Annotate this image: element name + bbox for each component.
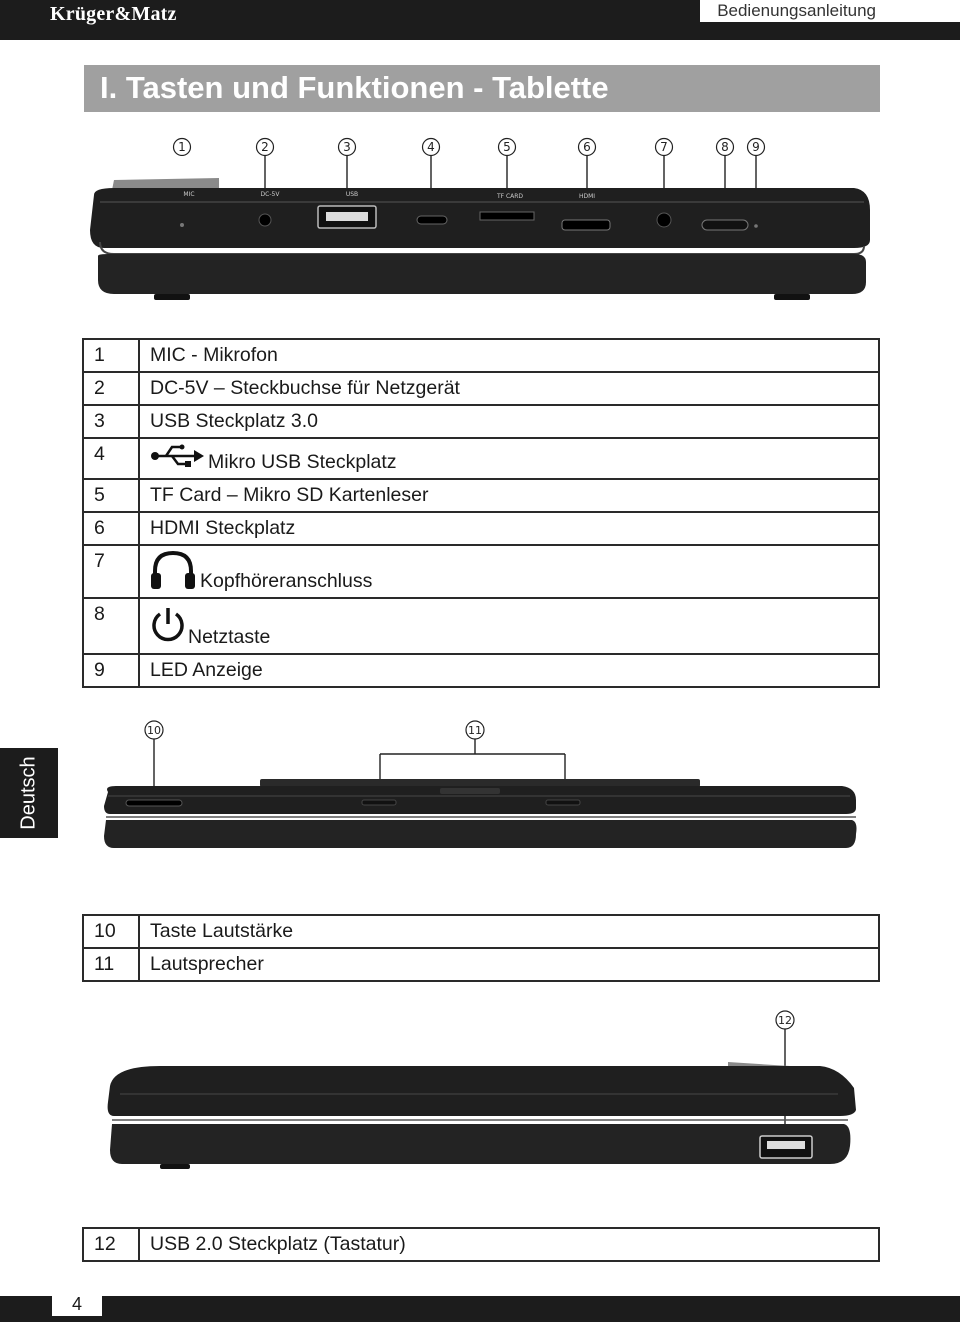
svg-text:7: 7 xyxy=(660,140,668,154)
row-description: Lautsprecher xyxy=(139,948,879,981)
row-description: USB 2.0 Steckplatz (Tastatur) xyxy=(139,1228,879,1261)
keyboard-side-figure xyxy=(100,1006,862,1176)
svg-text:6: 6 xyxy=(583,140,591,154)
row-number: 8 xyxy=(83,598,139,654)
row-description: Mikro USB Steckplatz xyxy=(208,451,397,473)
svg-text:12: 12 xyxy=(778,1014,792,1027)
table-row xyxy=(83,598,879,654)
svg-text:TF CARD: TF CARD xyxy=(496,193,524,200)
table-row xyxy=(83,512,879,545)
keyboard-table xyxy=(82,1227,880,1262)
svg-text:DC-5V: DC-5V xyxy=(260,191,280,198)
ports-table xyxy=(82,338,880,688)
language-tab xyxy=(0,748,58,838)
svg-text:2: 2 xyxy=(261,140,269,154)
row-number: 12 xyxy=(83,1228,139,1261)
tablet-body xyxy=(90,178,870,300)
table-row xyxy=(83,654,879,687)
brand-logo: Krüger&Matz xyxy=(50,3,177,25)
table-row xyxy=(83,545,879,598)
row-description: USB Steckplatz 3.0 xyxy=(139,405,879,438)
svg-text:3: 3 xyxy=(343,140,351,154)
keyboard-body xyxy=(108,1062,856,1169)
table-row xyxy=(83,339,879,372)
svg-text:8: 8 xyxy=(721,140,729,154)
row-number: 9 xyxy=(83,654,139,687)
page-number: 4 xyxy=(71,1294,82,1314)
row-number: 3 xyxy=(83,405,139,438)
svg-text:HDMI: HDMI xyxy=(578,193,596,200)
row-description-cell xyxy=(139,545,879,598)
row-number: 6 xyxy=(83,512,139,545)
table-row xyxy=(83,372,879,405)
row-description: TF Card – Mikro SD Kartenleser xyxy=(139,479,879,512)
tablet-ports-figure xyxy=(84,130,884,305)
row-number: 5 xyxy=(83,479,139,512)
svg-text:10: 10 xyxy=(147,724,161,737)
svg-text:11: 11 xyxy=(468,724,482,737)
svg-text:1: 1 xyxy=(178,140,186,154)
svg-text:USB: USB xyxy=(345,191,359,198)
table-row xyxy=(83,948,879,981)
row-description-cell xyxy=(139,598,879,654)
row-description: Taste Lautstärke xyxy=(139,915,879,948)
row-description: HDMI Steckplatz xyxy=(139,512,879,545)
row-description: Netztaste xyxy=(188,626,271,648)
table-row xyxy=(83,915,879,948)
table-row xyxy=(83,1228,879,1261)
svg-text:5: 5 xyxy=(503,140,511,154)
table-row xyxy=(83,479,879,512)
section-heading xyxy=(84,65,880,112)
row-number: 4 xyxy=(83,438,139,479)
svg-text:MIC: MIC xyxy=(183,191,195,198)
row-description-cell xyxy=(139,438,879,479)
tablet-body-side xyxy=(104,779,857,848)
bottom-bar xyxy=(0,1296,960,1322)
row-description: DC-5V – Steckbuchse für Netzgerät xyxy=(139,372,879,405)
manual-label: Bedienungsanleitung xyxy=(717,1,876,20)
side-table xyxy=(82,914,880,982)
section-title: I. Tasten und Funktionen - Tablette xyxy=(100,70,609,105)
power-icon xyxy=(150,605,186,643)
row-number: 10 xyxy=(83,915,139,948)
language-label: Deutsch xyxy=(17,756,40,830)
row-number: 7 xyxy=(83,545,139,598)
usb-icon xyxy=(150,444,206,468)
row-description: LED Anzeige xyxy=(139,654,879,687)
svg-text:4: 4 xyxy=(427,140,435,154)
row-number: 1 xyxy=(83,339,139,372)
table-row xyxy=(83,438,879,479)
manual-label-box xyxy=(700,0,960,22)
row-number: 2 xyxy=(83,372,139,405)
headphones-icon xyxy=(150,549,196,591)
row-number: 11 xyxy=(83,948,139,981)
page-number-box xyxy=(52,1290,102,1316)
svg-text:9: 9 xyxy=(752,140,760,154)
table-row xyxy=(83,405,879,438)
row-description: Kopfhöreranschluss xyxy=(200,570,373,592)
row-description: MIC - Mikrofon xyxy=(139,339,879,372)
tablet-side-figure xyxy=(100,716,862,861)
